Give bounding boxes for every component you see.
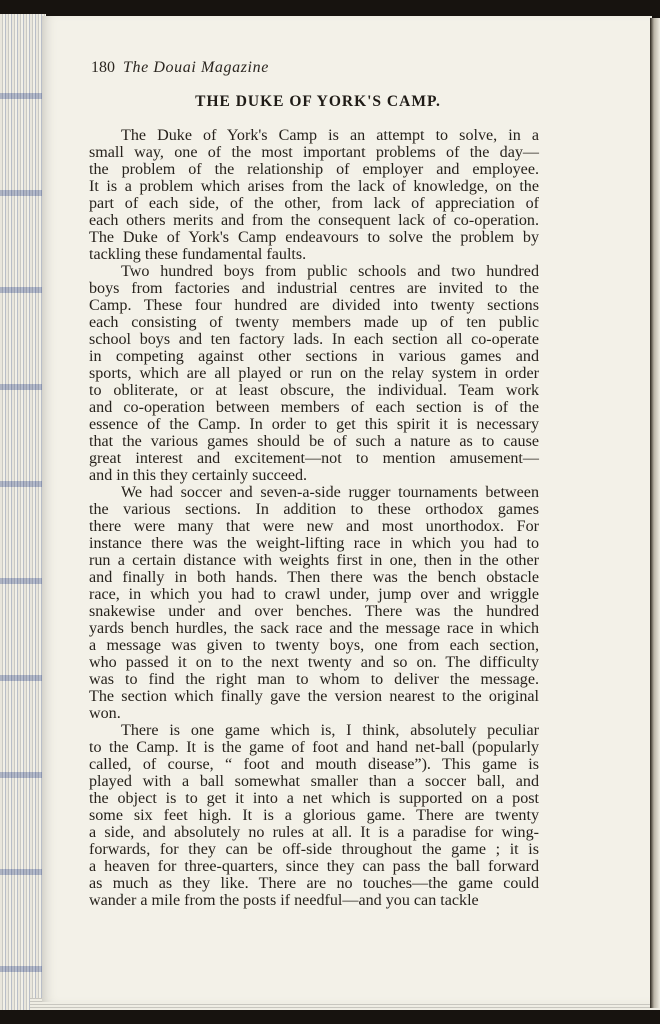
stacked-page-edges [0, 14, 46, 1010]
running-head [91, 59, 269, 77]
text-line: a side, and absolutely no rules at all. It is a paradise for wing- [89, 824, 539, 841]
text-line: The Duke of York's Camp endeavours to solve the problem by [89, 229, 539, 246]
text-line: wander a mile from the posts if needful—and you can tackle [89, 892, 479, 909]
paragraph [89, 722, 539, 909]
text-line: run a certain distance with weights first in one, then in the other [89, 552, 539, 569]
text-line: who passed it on to the next twenty and so on. The difficulty [89, 654, 539, 671]
article-title: THE DUKE OF YORK'S CAMP. [195, 93, 441, 110]
text-line: The section which finally gave the version nearest to the original [89, 688, 539, 705]
text-line: There is one game which is, I think, absolutely peculiar [121, 722, 539, 739]
text-line: Camp. These four hundred are divided into twenty sections [89, 297, 539, 314]
text-line: the various sections. In addition to these orthodox games [89, 501, 539, 518]
paragraph [89, 263, 539, 484]
text-line: Two hundred boys from public schools and two hundred [121, 263, 539, 280]
text-line: and co-operation between members of each section is of the [89, 399, 539, 416]
text-line: was to find the right man to whom to deliver the message. [89, 671, 539, 688]
text-line: small way, one of the most important problems of the day— [89, 144, 539, 161]
text-line: there were many that were new and most unorthodox. For [89, 518, 539, 535]
text-line: essence of the Camp. In order to get this spirit it is necessary [89, 416, 539, 433]
text-line: part of each side, of the other, from lack of appreciation of [89, 195, 539, 212]
text-line: played with a ball somewhat smaller than a soccer ball, and [89, 773, 539, 790]
page-number: 180 [91, 59, 115, 76]
text-line: school boys and ten factory lads. In each section all co-operate [89, 331, 539, 348]
text-line: It is a problem which arises from the lack of knowledge, on the [89, 178, 539, 195]
text-line: the problem of the relationship of employer and employee. [89, 161, 539, 178]
text-line: race, in which you had to crawl under, jump over and wriggle [89, 586, 539, 603]
text-line: to the Camp. It is the game of foot and hand net-ball (popularly [89, 739, 539, 756]
paragraph [89, 127, 539, 263]
text-line: won. [89, 705, 121, 722]
text-line: a message was given to twenty boys, one from each section, [89, 637, 539, 654]
text-line: boys from factories and industrial centres are invited to the [89, 280, 539, 297]
text-line: the object is to get it into a net which is supported on a post [89, 790, 539, 807]
text-line: as much as they like. There are no touches—the game could [89, 875, 539, 892]
text-line: that the various games should be of such a nature as to cause [89, 433, 539, 450]
text-line: in competing against other sections in various games and [89, 348, 539, 365]
text-line: each others merits and from the consequent lack of co-operation. [89, 212, 539, 229]
text-line: The Duke of York's Camp is an attempt to solve, in a [121, 127, 539, 144]
text-line: called, of course, “ foot and mouth disease”). This game is [89, 756, 539, 773]
text-line: and in this they certainly succeed. [89, 467, 308, 484]
text-line: each consisting of twenty members made up of ten public [89, 314, 539, 331]
text-line: forwards, for they can be off-side throughout the game ; it is [89, 841, 539, 858]
paragraph [89, 484, 539, 722]
article-body [89, 127, 539, 909]
text-line: We had soccer and seven-a-side rugger tournaments between [121, 484, 539, 501]
magazine-title: The Douai Magazine [123, 59, 269, 76]
page-right-edge [650, 18, 660, 1008]
text-line: sports, which are all played or run on the relay system in order [89, 365, 539, 382]
text-line: instance there was the weight-lifting race in which you had to [89, 535, 539, 552]
text-line: yards bench hurdles, the sack race and the message race in which [89, 620, 539, 637]
text-line: some six feet high. It is a glorious game. There are twenty [89, 807, 539, 824]
text-line: snakewise under and over benches. There was the hundred [89, 603, 539, 620]
text-line: tackling these fundamental faults. [89, 246, 307, 263]
text-line: and finally in both hands. Then there was the bench obstacle [89, 569, 539, 586]
text-line: a heaven for three-quarters, since they can pass the ball forward [89, 858, 539, 875]
text-line: to obliterate, or at least obscure, the individual. Team work [89, 382, 539, 399]
text-line: great interest and excitement—not to mention amusement— [89, 450, 539, 467]
